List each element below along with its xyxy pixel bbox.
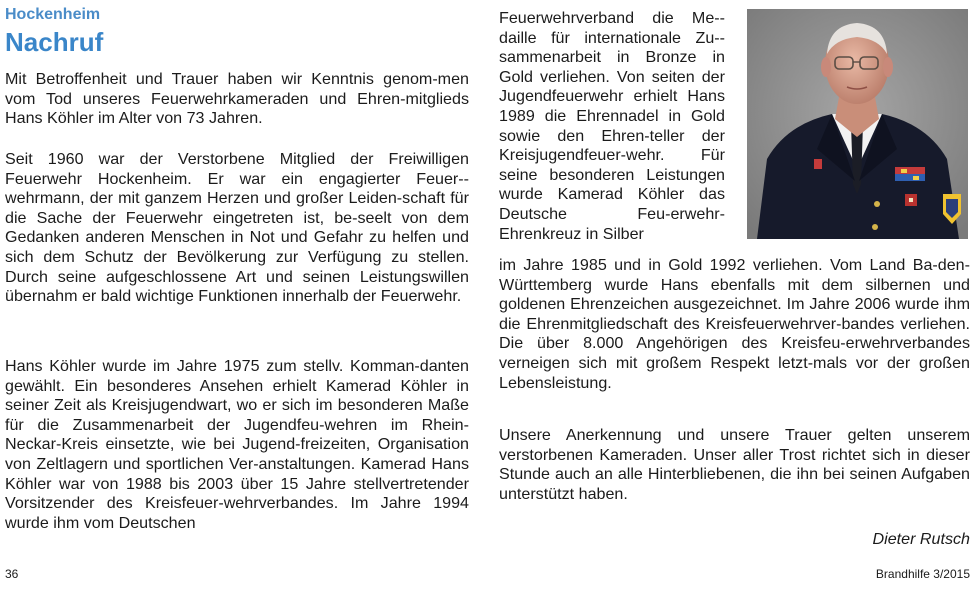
portrait-photo (747, 9, 968, 239)
paragraph-awards-continued: im Jahre 1985 und in Gold 1992 verliehen. Vom Land Ba-den-Württemberg wurde Hans ebenfalls mit dem silbernen und goldenen Ehrenzeichen ausgezeichnet. Im Jahre 2006 wurde ihm die Ehrenmitgliedschaft des Kreisfeuerwehrver-bandes verliehen. Die über 8.000 Angehörigen des Kreisfeu-erwehrverbandes verneigen sich mit großem Respekt letzt-mals vor der großen Lebensleistung. (499, 256, 970, 392)
section-label: Hockenheim (5, 6, 101, 23)
page-number: 36 (5, 567, 19, 581)
author-signature: Dieter Rutsch (872, 530, 970, 548)
paragraph-career: Hans Köhler wurde im Jahre 1975 zum stellv. Komman-danten gewählt. Ein besonderes Ansehen erhielt Kamerad Köhler in seiner Zeit als Kreisjugendwart, wo er sich im besonderen Maße für die Zusammenarbeit der Jugendfeu-wehren im Rhein-Neckar-Kreis einsetzte, wie bei Jugend-freizeiten, Organisation von Zeltlagern und sportlichen Ver-anstaltungen. Kamerad Hans Köhler war von 1988 bis 2003 über 15 Jahre stellvertretender Vorsitzender des Kreisfeuer-wehrverbandes. Im Jahre 1994 wurde ihm vom Deutschen (5, 357, 469, 532)
publication-label: Brandhilfe 3/2015 (875, 567, 970, 581)
page-title: Nachruf (5, 27, 104, 57)
paragraph-membership: Seit 1960 war der Verstorbene Mitglied der Freiwilligen Feuerwehr Hockenheim. Er war ein engagierter Feuer-wehrmann, der mit ganzem Herzen und großer Leiden-schaft für die Sache der Feuerwehr eingetreten ist, be-seelt von dem Gedanken anderen Menschen in Not und Gefahr zu helfen und sich dem Schutz der Bevölkerung zur Verfügung zu stellen. Durch seine aufgeschlossene Art und seinen Leistungswillen übernahm er bald wichtige Funktionen innerhalb der Feuerwehr. (5, 150, 469, 306)
paragraph-closing: Unsere Anerkennung und unsere Trauer gelten unserem verstorbenen Kameraden. Unser aller Trost richtet sich in dieser Stunde auch an alle Hinterbliebenen, die ihn bei seinen Aufgaben unterstützt haben. (499, 426, 970, 503)
paragraph-intro: Mit Betroffenheit und Trauer haben wir Kenntnis genom-men vom Tod unseres Feuerwehrkameraden und Ehren-mitglieds Hans Köhler im Alter von 73 Jahren. (5, 70, 469, 128)
paragraph-awards-top: Feuerwehrverband die Me-daille für internationale Zu-sammenarbeit in Bronze in Gold verliehen. Von seiten der Jugendfeuerwehr erhielt Hans 1989 die Ehrennadel in Gold sowie den Ehren-teller der Kreisjugendfeuer-wehr. Für seine besonderen Leistungen wurde Kamerad Köhler das Deutsche Feu-erwehr-Ehrenkreuz in Silber (499, 9, 725, 243)
